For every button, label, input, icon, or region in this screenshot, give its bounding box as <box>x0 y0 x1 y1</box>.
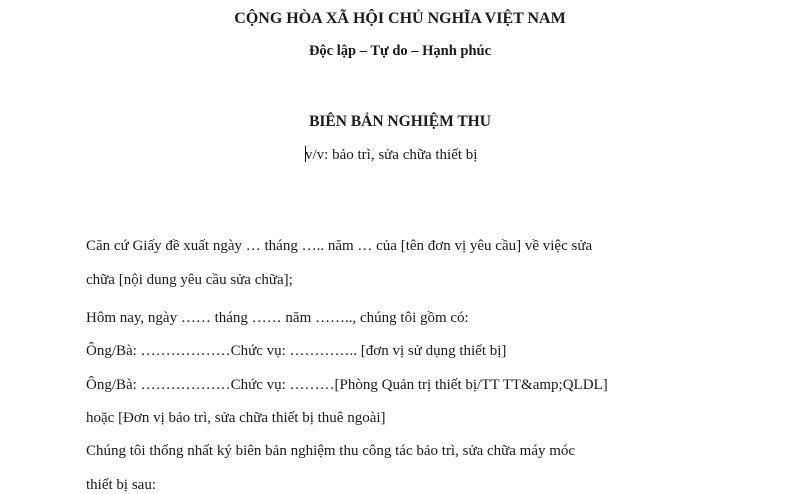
country-heading: CỘNG HÒA XÃ HỘI CHỦ NGHĨA VIỆT NAM <box>234 10 566 27</box>
body-line: hoặc [Đơn vị bảo trì, sửa chữa thiết bị thuê ngoài] <box>86 410 386 426</box>
subject-line[interactable] <box>305 146 477 164</box>
motto: Độc lập – Tự do – Hạnh phúc <box>308 43 492 59</box>
body-line: thiết bị sau: <box>86 477 156 493</box>
body-line: Ông/Bà: ………………Chức vụ: ………[Phòng Quản trị thiết bị/TT TT&amp;QLDL] <box>86 377 608 393</box>
body-line: Căn cứ Giấy đề xuất ngày … tháng ….. năm … của [tên đơn vị yêu cầu] về việc sửa <box>86 238 593 254</box>
body-line: Ông/Bà: ………………Chức vụ: ………….. [đơn vị sử dụng thiết bị] <box>86 343 507 359</box>
subject-text: v/v: bảo trì, sửa chữa thiết bị <box>305 147 478 163</box>
body-line: Hôm nay, ngày …… tháng …… năm …….., chúng tôi gồm có: <box>86 310 469 326</box>
document-title: BIÊN BẢN NGHIỆM THU <box>309 113 491 130</box>
body-line: Chúng tôi thống nhất ký biên bản nghiệm thu công tác bảo trì, sửa chữa máy móc <box>86 443 576 459</box>
body-line: chữa [nội dung yêu cầu sửa chữa]; <box>86 272 293 288</box>
